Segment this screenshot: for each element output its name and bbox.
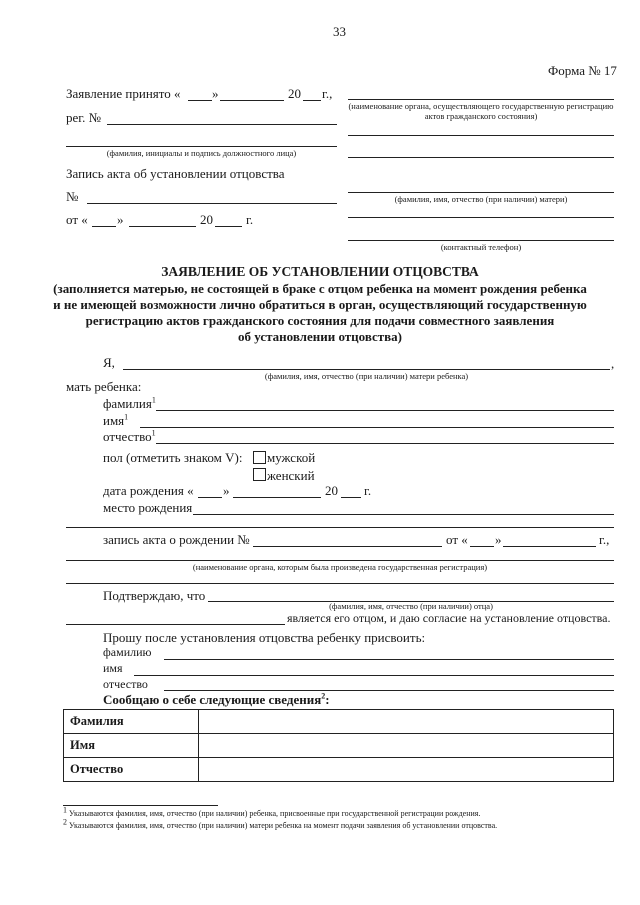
birth-organ-field-2[interactable] xyxy=(66,583,614,584)
form-subtitle-4: об установлении отцовства) xyxy=(237,329,403,344)
paternity-date-label: от « xyxy=(66,212,88,227)
dob-year-field[interactable] xyxy=(341,497,361,498)
child-surname-field[interactable] xyxy=(156,410,614,411)
self-surname-label: Фамилия xyxy=(64,710,199,734)
child-patronymic-label: отчество$^1$ xyxy=(103,428,156,444)
organ-name-field[interactable] xyxy=(348,99,614,100)
mother-name-field-2[interactable] xyxy=(348,192,614,193)
mother-of-child-label: мать ребенка: xyxy=(66,379,142,394)
contact-phone-field[interactable] xyxy=(348,240,614,241)
table-row xyxy=(64,710,614,734)
table-row xyxy=(64,734,614,758)
birth-record-label: запись акта о рождении № xyxy=(103,532,250,547)
applicant-caption: (фамилия, имя, отчество (при наличии) матери ребенка) xyxy=(264,371,469,381)
assign-name-label: имя xyxy=(103,661,123,675)
sex-male-checkbox[interactable] xyxy=(253,451,266,464)
birthplace-label: место рождения xyxy=(103,500,193,515)
official-signature-field[interactable] xyxy=(66,146,337,147)
sex-male-label: мужской xyxy=(267,450,316,465)
paternity-number-field[interactable] xyxy=(87,203,337,204)
child-name-label: имя$^1$ xyxy=(103,412,129,428)
paternity-date-close: » xyxy=(117,212,124,227)
accepted-year-field[interactable] xyxy=(303,100,321,101)
sex-female-checkbox[interactable] xyxy=(253,468,266,481)
paternity-year-field[interactable] xyxy=(215,226,242,227)
birthplace-field[interactable] xyxy=(193,514,614,515)
form-subtitle-2: и не имеющей возможности лично обратиться в орган, осуществляющий государственную xyxy=(53,297,587,312)
applicant-comma: , xyxy=(611,356,615,371)
table-row xyxy=(64,758,614,782)
assign-surname-label: фамилию xyxy=(103,645,152,659)
assign-patronymic-field[interactable] xyxy=(164,690,614,691)
accepted-year-suffix: г., xyxy=(322,86,333,101)
form-subtitle-1: (заполняется матерью, не состоящей в браке с отцом ребенка на момент рождения ребенка xyxy=(53,281,587,296)
paternity-day-field[interactable] xyxy=(92,226,116,227)
self-name-label: Имя xyxy=(64,734,199,758)
assign-patronymic-label: отчество xyxy=(103,677,148,691)
form-subtitle-3: регистрацию актов гражданского состояния для подачи совместного заявления xyxy=(85,313,555,328)
mother-name-field-1[interactable] xyxy=(348,157,614,158)
dob-close: » xyxy=(223,483,230,498)
self-info-label: Сообщаю о себе следующие сведения$^2$: xyxy=(103,691,330,707)
accepted-day-field[interactable] xyxy=(188,100,212,101)
page-number: 33 xyxy=(333,24,346,39)
birth-record-from: от « xyxy=(446,532,468,547)
assign-label: Прошу после установления отцовства ребенку присвоить: xyxy=(103,630,426,645)
accepted-month-field[interactable] xyxy=(220,100,284,101)
dob-label: дата рождения « xyxy=(103,483,194,498)
form-number: Форма № 17 xyxy=(548,63,617,78)
accepted-label: Заявление принято « xyxy=(66,86,181,101)
child-name-field[interactable] xyxy=(140,427,614,428)
child-surname-label: фамилия$^1$ xyxy=(103,395,156,411)
reg-number-field[interactable] xyxy=(107,124,337,125)
accepted-year-prefix: 20 xyxy=(288,86,301,101)
mother-caption: (фамилия, имя, отчество (при наличии) матери) xyxy=(394,194,568,204)
birth-record-suffix: г., xyxy=(599,532,610,547)
official-caption: (фамилия, инициалы и подпись должностного лица) xyxy=(106,148,297,158)
confirm-label: Подтверждаю, что xyxy=(103,588,206,603)
form-title: ЗАЯВЛЕНИЕ ОБ УСТАНОВЛЕНИИ ОТЦОВСТВА xyxy=(161,264,479,279)
dob-day-field[interactable] xyxy=(198,497,222,498)
phone-caption: (контактный телефон) xyxy=(440,242,522,252)
self-name-cell[interactable] xyxy=(199,734,614,758)
birth-record-date-field[interactable] xyxy=(503,546,596,547)
birthplace-field-2[interactable] xyxy=(66,527,614,528)
organ-name-field-2[interactable] xyxy=(348,135,614,136)
footnote-separator xyxy=(63,805,218,806)
reg-number-label: рег. № xyxy=(66,110,102,125)
applicant-i-label: Я, xyxy=(103,355,115,370)
confirm-text: является его отцом, и даю согласие на установление отцовства. xyxy=(287,611,611,625)
applicant-name-field[interactable] xyxy=(123,369,610,370)
birth-record-number-field[interactable] xyxy=(253,546,442,547)
father-caption: (фамилия, имя, отчество (при наличии) отца) xyxy=(329,601,493,611)
organ-caption: (наименование органа, осуществляющего государственную регистрацию актов гражданского состояния) xyxy=(348,101,614,121)
self-surname-cell[interactable] xyxy=(199,710,614,734)
footnote-2: 2 Указываются фамилия, имя, отчество (при наличии) матери ребенка на момент подачи заявления об установлении отцовства. xyxy=(63,817,498,830)
birth-record-day-field[interactable] xyxy=(470,546,494,547)
paternity-year-suffix: г. xyxy=(246,212,254,227)
footnote-1: 1 Указываются фамилия, имя, отчество (при наличии) ребенка, присвоенные при государственной регистрации рождения. xyxy=(63,805,481,818)
assign-name-field[interactable] xyxy=(134,675,614,676)
self-info-table xyxy=(63,709,614,782)
sex-female-label: женский xyxy=(267,468,315,483)
sex-label: пол (отметить знаком V): xyxy=(103,450,243,465)
paternity-number-label: № xyxy=(66,189,79,204)
paternity-record-title: Запись акта об установлении отцовства xyxy=(66,166,285,181)
father-name-field-2[interactable] xyxy=(66,624,285,625)
dob-year-prefix: 20 xyxy=(325,483,338,498)
dob-suffix: г. xyxy=(364,483,372,498)
birth-record-close: » xyxy=(495,532,502,547)
child-patronymic-field[interactable] xyxy=(156,443,614,444)
self-patronymic-label: Отчество xyxy=(64,758,199,782)
birth-organ-field[interactable] xyxy=(66,560,614,561)
dob-month-field[interactable] xyxy=(233,497,321,498)
accepted-quote-close: » xyxy=(212,86,219,101)
birth-organ-caption: (наименование органа, которым была произведена государственная регистрация) xyxy=(192,562,488,572)
paternity-month-field[interactable] xyxy=(129,226,196,227)
self-patronymic-cell[interactable] xyxy=(199,758,614,782)
contact-field-1[interactable] xyxy=(348,217,614,218)
paternity-year-prefix: 20 xyxy=(200,212,213,227)
assign-surname-field[interactable] xyxy=(164,659,614,660)
